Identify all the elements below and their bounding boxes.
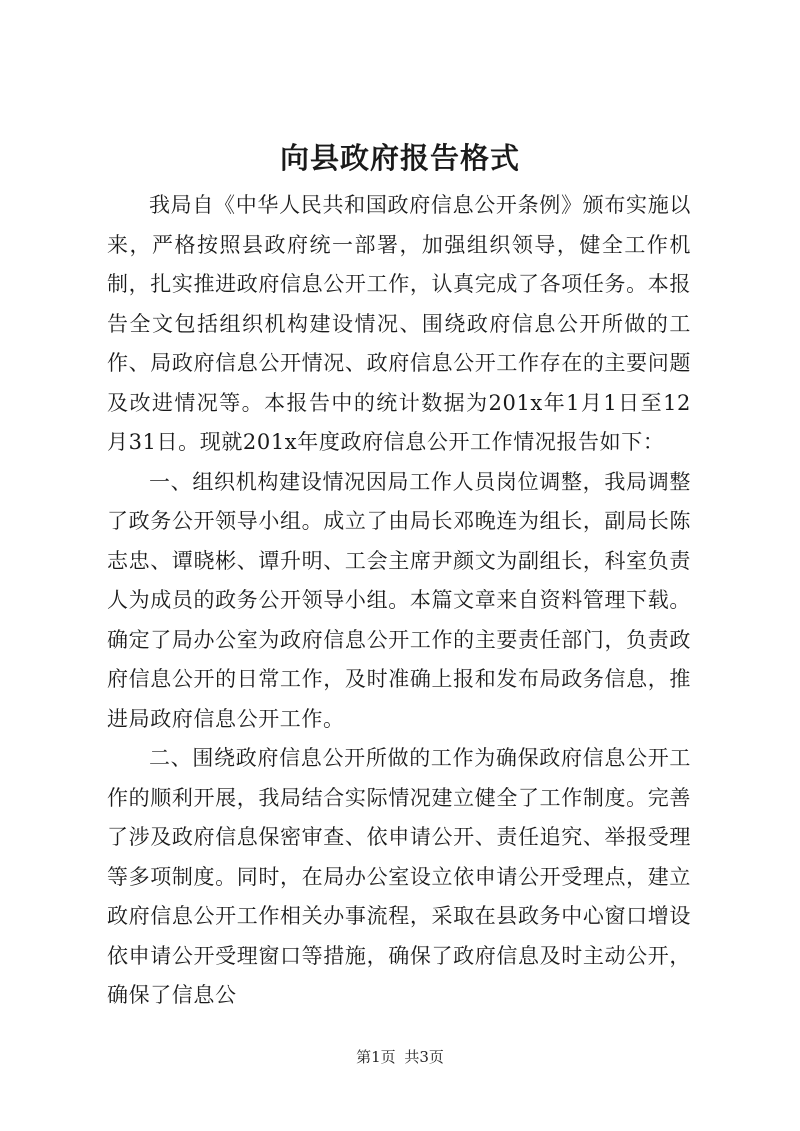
paragraph-section-1: 一、组织机构建设情况因局工作人员岗位调整，我局调整了政务公开领导小组。成立了由局长邓晚连为组长，副局长陈志忠、谭晓彬、谭升明、工会主席尹颜文为副组长，科室负责人为成员的政务公开领导小组。本篇文章来自资料管理下载。确定了局办公室为政府信息公开工作的主要责任部门，负责政府信息公开的日常工作，及时准确上报和发布局政务信息，推进局政府信息公开工作。 <box>107 469 691 731</box>
document-title: 向县政府报告格式 <box>279 141 520 175</box>
page-number: 第1页 <box>356 1048 396 1066</box>
page-footer <box>0 1047 800 1067</box>
paragraph-section-2: 二、围绕政府信息公开所做的工作为确保政府信息公开工作的顺利开展，我局结合实际情况建立健全了工作制度。完善了涉及政府信息保密审查、依申请公开、责任追究、举报受理等多项制度。同时，在局办公室设立依申请公开受理点，建立政府信息公开工作相关办事流程，采取在县政务中心窗口增设依申请公开受理窗口等措施，确保了政府信息及时主动公开，确保了信息公 <box>107 746 691 1007</box>
page-total: 共3页 <box>404 1048 444 1066</box>
document-body <box>107 186 691 1016</box>
paragraph-intro: 我局自《中华人民共和国政府信息公开条例》颁布实施以来，严格按照县政府统一部署，加强组织领导，健全工作机制，扎实推进政府信息公开工作，认真完成了各项任务。本报告全文包括组织机构建设情况、围绕政府信息公开所做的工作、局政府信息公开情况、政府信息公开工作存在的主要问题及改进情况等。本报告中的统计数据为201x年1月1日至12月31日。现就201x年度政府信息公开工作情况报告如下： <box>107 193 691 454</box>
